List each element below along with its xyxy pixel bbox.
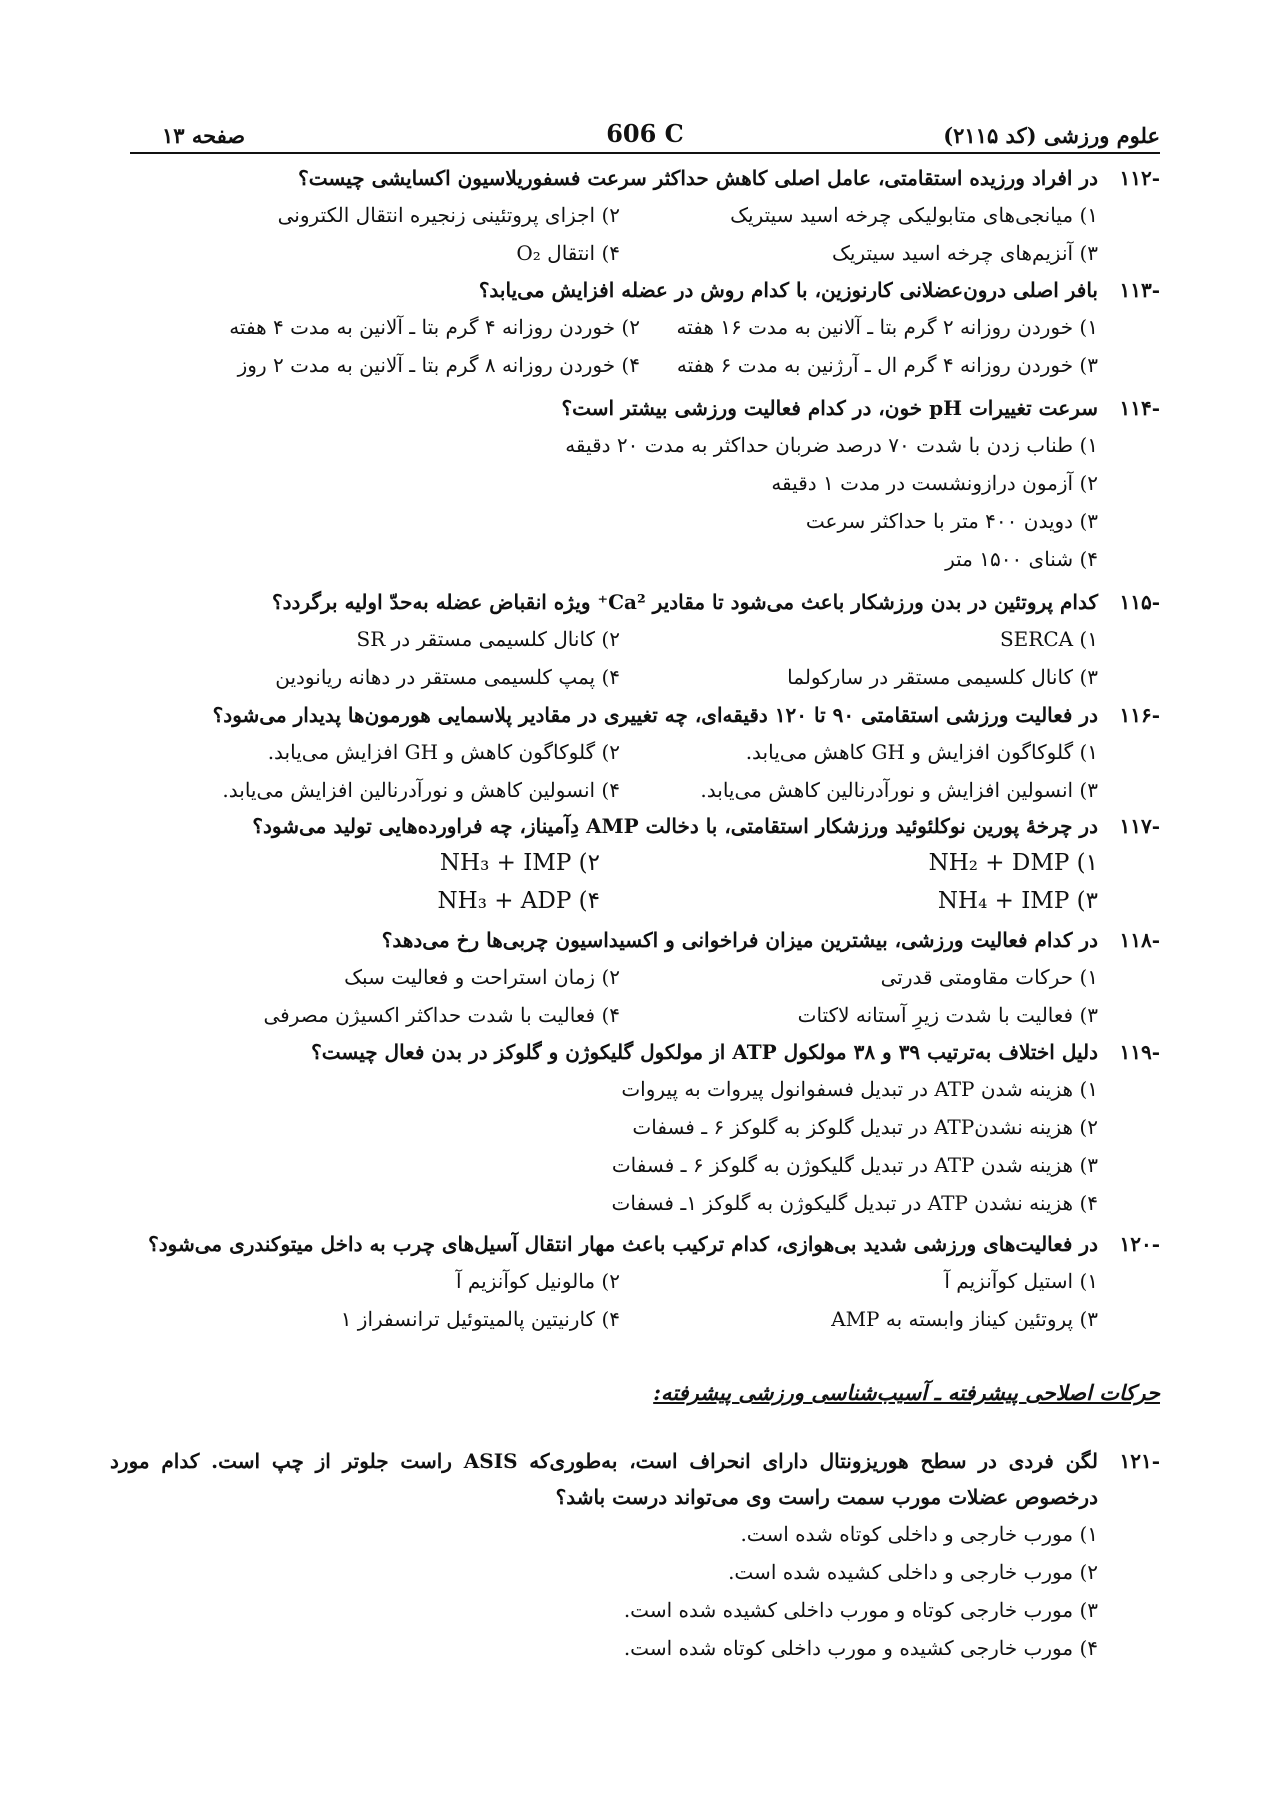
question-text: در فعالیت ورزشی استقامتی ۹۰ تا ۱۲۰ دقیقه‌ای، چه تغییری در مقادیر پلاسمایی هورمون‌ها پدیدار می‌شود؟ <box>212 703 1098 727</box>
option-1[interactable]: ۱) استیل کوآنزیم آ <box>944 1269 1098 1293</box>
option-3[interactable]: ۳) خوردن روزانه ۴ گرم ال ـ آرژنین به مدت ۶ هفته <box>676 353 1098 377</box>
question-text: در افراد ورزیده استقامتی، عامل اصلی کاهش حداکثر سرعت فسفوریلاسیون اکسایشی چیست؟ <box>298 166 1098 190</box>
question-stem <box>110 808 1160 844</box>
option-3[interactable]: ۳) پروتئین کیناز وابسته به AMP <box>831 1307 1098 1331</box>
option-4[interactable]: ۴) هزینه نشدن ATP در تبدیل گلیکوژن به گلوکز ۱ـ فسفات <box>611 1191 1098 1215</box>
question-text: در کدام فعالیت ورزشی، بیشترین میزان فراخوانی و اکسیداسیون چربی‌ها رخ می‌دهد؟ <box>381 928 1098 952</box>
option-1[interactable]: ۱) NH₂ + DMP <box>928 850 1098 876</box>
question-stem <box>110 1443 1160 1515</box>
option-2[interactable]: ۲) گلوکاگون کاهش و GH افزایش می‌یابد. <box>267 740 620 764</box>
option-4[interactable]: ۴) فعالیت با شدت حداکثر اکسیژن مصرفی <box>263 1003 620 1027</box>
option-4[interactable]: ۴) مورب خارجی کشیده و مورب داخلی کوتاه شده است. <box>623 1636 1098 1660</box>
question-stem <box>110 1034 1160 1070</box>
option-1[interactable]: ۱) میانجی‌های متابولیکی چرخه اسید سیتریک <box>730 203 1098 227</box>
question-stem <box>110 697 1160 733</box>
option-3[interactable]: ۳) مورب خارجی کوتاه و مورب داخلی کشیده شده است. <box>623 1598 1098 1622</box>
option-4[interactable]: ۴) انسولین کاهش و نورآدرنالین افزایش می‌یابد. <box>222 778 620 802</box>
question-114 <box>110 390 1160 578</box>
section-title: حرکات اصلاحی پیشرفته ـ آسیب‌شناسی ورزشی پیشرفته: <box>653 1380 1160 1405</box>
option-3[interactable]: ۳) دویدن ۴۰۰ متر با حداکثر سرعت <box>805 509 1098 533</box>
question-text: در فعالیت‌های ورزشی شدید بی‌هوازی، کدام ترکیب باعث مهار انتقال آسیل‌های چرب به داخل میتوکندری می‌شود؟ <box>148 1232 1098 1256</box>
header-booklet-code: 606 C <box>606 119 684 148</box>
option-4[interactable]: ۴) انتقال O₂ <box>516 241 620 265</box>
question-stem <box>110 272 1160 308</box>
question-number: -۱۱۸ <box>1119 928 1160 952</box>
option-3[interactable]: ۳) فعالیت با شدت زیرِ آستانه لاکتات <box>797 1003 1098 1027</box>
option-4[interactable]: ۴) شنای ۱۵۰۰ متر <box>945 547 1098 571</box>
question-number: -۱۱۲ <box>1119 166 1160 190</box>
question-text: بافر اصلی درون‌عضلانی کارنوزین، با کدام روش در عضله افزایش می‌یابد؟ <box>478 278 1098 302</box>
question-number: -۱۱۴ <box>1119 396 1160 420</box>
question-119 <box>110 1034 1160 1222</box>
option-2[interactable]: ۲) هزینه نشدنATP در تبدیل گلوکز به گلوکز ۶ ـ فسفات <box>632 1115 1098 1139</box>
option-1[interactable]: ۱) مورب خارجی و داخلی کوتاه شده است. <box>740 1522 1098 1546</box>
question-stem <box>110 390 1160 426</box>
option-3[interactable]: ۳) انسولین افزایش و نورآدرنالین کاهش می‌یابد. <box>700 778 1098 802</box>
option-1[interactable]: ۱) طناب زدن با شدت ۷۰ درصد ضربان حداکثر به مدت ۲۰ دقیقه <box>565 433 1098 457</box>
option-2[interactable]: ۲) اجزای پروتئینی زنجیره انتقال الکترونی <box>277 203 620 227</box>
option-2[interactable]: ۲) آزمون درازونشست در مدت ۱ دقیقه <box>771 471 1098 495</box>
option-4[interactable]: ۴) NH₃ + ADP <box>437 888 600 914</box>
question-stem <box>110 584 1160 620</box>
question-text: کدام پروتئین در بدن ورزشکار باعث می‌شود تا مقادیر Ca²⁺ ویژه انقباض عضله به‌حدّ اولیه برگردد؟ <box>272 590 1098 614</box>
header-subject: علوم ورزشی (کد ۲۱۱۵) <box>943 123 1160 148</box>
question-115 <box>110 584 1160 696</box>
option-2[interactable]: ۲) NH₃ + IMP <box>439 850 600 876</box>
question-121 <box>110 1443 1160 1667</box>
question-number: -۱۱۳ <box>1119 278 1160 302</box>
option-3[interactable]: ۳) آنزیم‌های چرخه اسید سیتریک <box>832 241 1098 265</box>
option-2[interactable]: ۲) کانال کلسیمی مستقر در SR <box>356 627 620 651</box>
option-1[interactable]: ۱) SERCA <box>999 627 1098 651</box>
question-number: -۱۱۹ <box>1119 1040 1160 1064</box>
question-text: لگن فردی در سطح هوریزونتال دارای انحراف است، به‌طوری‌که ASIS راست جلوتر از چپ است. کدام مورد درخصوص عضلات مورب سمت راست وی می‌تواند درست باشد؟ <box>110 1449 1098 1509</box>
option-1[interactable]: ۱) هزینه شدن ATP در تبدیل فسفوانول پیروات به پیروات <box>621 1077 1098 1101</box>
question-number: -۱۱۵ <box>1119 590 1160 614</box>
option-4[interactable]: ۴) کارنیتین پالمیتوئیل ترانسفراز ۱ <box>340 1307 620 1331</box>
question-116 <box>110 697 1160 809</box>
option-2[interactable]: ۲) مالونیل کوآنزیم آ <box>455 1269 620 1293</box>
option-3[interactable]: ۳) هزینه شدن ATP در تبدیل گلیکوژن به گلوکز ۶ ـ فسفات <box>611 1153 1098 1177</box>
question-stem <box>110 1226 1160 1262</box>
question-text: دلیل اختلاف به‌ترتیب ۳۹ و ۳۸ مولکول ATP از مولکول گلیکوژن و گلوکز در بدن فعال چیست؟ <box>311 1040 1098 1064</box>
option-2[interactable]: ۲) خوردن روزانه ۴ گرم بتا ـ آلانین به مدت ۴ هفته <box>229 315 640 339</box>
option-3[interactable]: ۳) کانال کلسیمی مستقر در سارکولما <box>787 665 1098 689</box>
question-number: -۱۲۰ <box>1119 1232 1160 1256</box>
option-2[interactable]: ۲) مورب خارجی و داخلی کشیده شده است. <box>728 1560 1098 1584</box>
option-4[interactable]: ۴) خوردن روزانه ۸ گرم بتا ـ آلانین به مدت ۲ روز <box>237 353 640 377</box>
page-header <box>130 112 1160 154</box>
option-3[interactable]: ۳) NH₄ + IMP <box>937 888 1098 914</box>
question-113 <box>110 272 1160 384</box>
option-1[interactable]: ۱) گلوکاگون افزایش و GH کاهش می‌یابد. <box>745 740 1098 764</box>
option-1[interactable]: ۱) خوردن روزانه ۲ گرم بتا ـ آلانین به مدت ۱۶ هفته <box>676 315 1098 339</box>
question-text: در چرخهٔ پورین نوکلئوئید ورزشکار استقامتی، با دخالت AMP دِآمیناز، چه فراورده‌هایی تولید می‌شود؟ <box>252 814 1098 838</box>
question-117 <box>110 808 1160 920</box>
question-stem <box>110 922 1160 958</box>
option-2[interactable]: ۲) زمان استراحت و فعالیت سبک <box>344 965 620 989</box>
question-112 <box>110 160 1160 272</box>
question-text: سرعت تغییرات pH خون، در کدام فعالیت ورزشی بیشتر است؟ <box>561 396 1098 420</box>
header-page-number: صفحه ۱۳ <box>162 123 246 148</box>
option-4[interactable]: ۴) پمپ کلسیمی مستقر در دهانه ریانودین <box>275 665 620 689</box>
question-number: -۱۱۷ <box>1119 814 1160 838</box>
option-1[interactable]: ۱) حرکات مقاومتی قدرتی <box>880 965 1098 989</box>
question-stem <box>110 160 1160 196</box>
question-number: -۱۲۱ <box>1119 1449 1160 1473</box>
question-120 <box>110 1226 1160 1338</box>
question-number: -۱۱۶ <box>1119 703 1160 727</box>
question-118 <box>110 922 1160 1034</box>
